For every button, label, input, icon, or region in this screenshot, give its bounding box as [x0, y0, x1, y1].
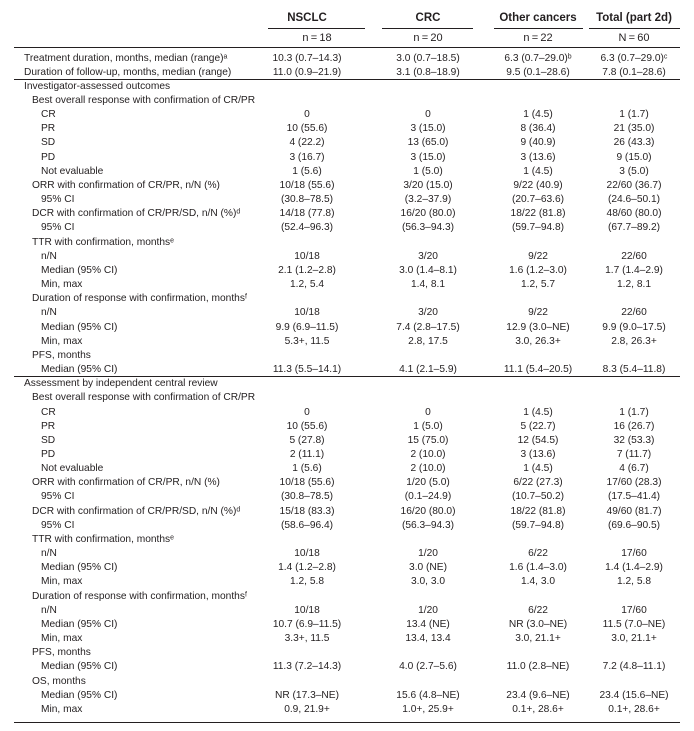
row-label: CR	[41, 109, 56, 121]
table-cell: 2 (10.0)	[410, 448, 446, 460]
table-row	[0, 94, 694, 108]
table-cell: 3 (15.0)	[410, 123, 446, 135]
table-cell: 1 (1.7)	[619, 109, 649, 121]
table-cell: 3/20 (15.0)	[403, 179, 453, 191]
table-cell: 1 (4.5)	[523, 165, 553, 177]
table-cell: 10 (55.6)	[286, 420, 328, 432]
table-row	[0, 462, 694, 476]
row-label: Assessment by independent central review	[24, 378, 218, 390]
row-label: Median (95% CI)	[41, 661, 118, 673]
table-cell: 12 (54.5)	[517, 434, 559, 446]
row-label: PFS, months	[32, 349, 91, 361]
table-cell: 22/60	[621, 307, 647, 319]
table-cell: 2 (11.1)	[289, 448, 325, 460]
row-label: Median (95% CI)	[41, 562, 118, 574]
table-cell: 9.9 (9.0–17.5)	[602, 321, 666, 333]
row-label: PD	[41, 151, 56, 163]
table-row	[0, 179, 694, 193]
table-row	[0, 136, 694, 150]
row-label: OS, months	[32, 675, 86, 687]
table-cell: 17/60	[621, 548, 647, 560]
row-label: Not evaluable	[41, 463, 104, 475]
table-cell: 1 (5.6)	[292, 165, 322, 177]
table-cell: 14/18 (77.8)	[279, 208, 335, 220]
header-rule	[382, 28, 473, 29]
table-row	[0, 321, 694, 335]
table-cell: 1 (5.0)	[413, 420, 443, 432]
table-cell: 10.7 (6.9–11.5)	[272, 618, 342, 630]
table-cell: (59.7–94.8)	[511, 222, 565, 234]
table-cell: 10/18	[294, 250, 320, 262]
table-cell: 2.8, 17.5	[408, 335, 448, 347]
table-cell: (0.1–24.9)	[404, 491, 452, 503]
table-bottom-rule	[14, 722, 680, 723]
table-cell: 6.3 (0.7–29.0)ᶜ	[600, 52, 668, 64]
table-row	[0, 108, 694, 122]
table-row	[0, 575, 694, 589]
header-rule	[268, 28, 365, 29]
row-label: Median (95% CI)	[41, 264, 118, 276]
table-cell: (56.3–94.3)	[401, 519, 455, 531]
table-row	[0, 66, 694, 80]
table-cell: 3.0 (NE)	[409, 562, 447, 574]
table-cell: 22/60 (36.7)	[606, 179, 662, 191]
table-cell: 4 (6.7)	[619, 463, 649, 475]
table-cell: 0	[304, 406, 310, 418]
table-cell: 3 (15.0)	[410, 151, 446, 163]
table-cell: 2.1 (1.2–2.8)	[278, 264, 336, 276]
table-cell: 21 (35.0)	[613, 123, 655, 135]
table-cell: 16 (26.7)	[613, 420, 655, 432]
table-cell: 15/18 (83.3)	[279, 505, 335, 517]
table-cell: 0	[304, 109, 310, 121]
table-cell: 1.2, 5.7	[521, 279, 555, 291]
table-row	[0, 165, 694, 179]
table-cell: 0	[425, 406, 431, 418]
table-cell: 7.8 (0.1–28.6)	[602, 66, 666, 78]
table-cell: 3.1 (0.8–18.9)	[396, 66, 460, 78]
table-cell: 9/22	[528, 307, 548, 319]
row-label: Min, max	[41, 335, 83, 347]
table-cell: 6/22 (27.3)	[513, 477, 563, 489]
table-cell: 10/18	[294, 604, 320, 616]
header-rule	[589, 28, 680, 29]
row-label: CR	[41, 406, 56, 418]
table-row	[0, 151, 694, 165]
table-cell: 1.6 (1.4–3.0)	[509, 562, 567, 574]
table-cell: 2 (10.0)	[410, 463, 446, 475]
table-cell: NR (3.0–NE)	[508, 618, 568, 630]
table-cell: 0.1+, 28.6+	[608, 703, 660, 715]
row-label: Best overall response with confirmation of CR/PR	[32, 392, 256, 404]
table-cell: 10.3 (0.7–14.3)	[272, 52, 342, 64]
table-cell: 1.4, 8.1	[411, 279, 445, 291]
table-row	[0, 207, 694, 221]
table-cell: (10.7–50.2)	[511, 491, 565, 503]
row-label: TTR with confirmation, monthsᵉ	[32, 236, 174, 248]
row-label: Not evaluable	[41, 165, 104, 177]
row-label: Median (95% CI)	[41, 321, 118, 333]
table-cell: 5 (22.7)	[520, 420, 556, 432]
table-cell: (56.3–94.3)	[401, 222, 455, 234]
table-row	[0, 335, 694, 349]
table-row	[0, 377, 694, 391]
table-cell: (20.7–63.6)	[511, 194, 565, 206]
table-cell: 5.3+, 11.5	[284, 335, 330, 347]
row-label: PD	[41, 448, 56, 460]
table-row	[0, 561, 694, 575]
table-row	[0, 547, 694, 561]
table-cell: 0.9, 21.9+	[284, 703, 330, 715]
table-cell: 12.9 (3.0–NE)	[506, 321, 570, 333]
table-cell: 10/18 (55.6)	[279, 179, 335, 191]
table-cell: 49/60 (81.7)	[606, 505, 662, 517]
table-row	[0, 689, 694, 703]
table-row	[0, 264, 694, 278]
table-row	[0, 533, 694, 547]
table-cell: (24.6–50.1)	[607, 194, 661, 206]
table-cell: 1 (5.6)	[292, 463, 322, 475]
table-cell: 1.0+, 25.9+	[402, 703, 454, 715]
table-row	[0, 505, 694, 519]
table-row	[0, 420, 694, 434]
row-label: n/N	[41, 307, 57, 319]
table-cell: 1 (5.0)	[413, 165, 443, 177]
table-row	[0, 236, 694, 250]
table-cell: 1 (4.5)	[523, 109, 553, 121]
column-header-nsclc: NSCLC	[287, 12, 327, 24]
table-cell: 7 (11.7)	[616, 448, 652, 460]
table-cell: 1.7 (1.4–2.9)	[605, 264, 663, 276]
table-cell: 0.1+, 28.6+	[512, 703, 564, 715]
row-label: n/N	[41, 548, 57, 560]
table-cell: 18/22 (81.8)	[510, 208, 566, 220]
table-cell: 3.0, 21.1+	[515, 633, 561, 645]
table-cell: 11.3 (7.2–14.3)	[272, 661, 342, 673]
table-cell: 9.9 (6.9–11.5)	[275, 321, 339, 333]
table-cell: 9 (40.9)	[520, 137, 556, 149]
table-row	[0, 278, 694, 292]
row-label: TTR with confirmation, monthsᵉ	[32, 533, 174, 545]
table-cell: 7.2 (4.8–11.1)	[602, 661, 666, 673]
table-cell: 3.0, 3.0	[411, 576, 445, 588]
table-row	[0, 306, 694, 320]
table-row	[0, 122, 694, 136]
column-count-total: N = 60	[618, 32, 650, 44]
table-cell: 22/60	[621, 250, 647, 262]
table-cell: 1 (4.5)	[523, 463, 553, 475]
table-cell: (59.7–94.8)	[511, 519, 565, 531]
table-cell: 5 (27.8)	[289, 434, 325, 446]
table-cell: 1.2, 5.4	[290, 279, 324, 291]
table-cell: 15 (75.0)	[407, 434, 449, 446]
row-label: Min, max	[41, 576, 83, 588]
table-cell: 1.2, 8.1	[617, 279, 651, 291]
table-cell: 16/20 (80.0)	[400, 505, 456, 517]
table-row	[0, 434, 694, 448]
table-cell: 23.4 (9.6–NE)	[506, 689, 570, 701]
table-cell: 48/60 (80.0)	[606, 208, 662, 220]
column-header-crc: CRC	[415, 12, 441, 24]
row-label: n/N	[41, 250, 57, 262]
table-row	[0, 52, 694, 66]
table-cell: 11.5 (7.0–NE)	[602, 618, 666, 630]
table-row	[0, 618, 694, 632]
table-cell: 26 (43.3)	[613, 137, 655, 149]
table-cell: (58.6–96.4)	[280, 519, 334, 531]
column-count-crc: n = 20	[413, 32, 443, 44]
table-cell: 3.0, 26.3+	[515, 335, 561, 347]
table-cell: 1/20 (5.0)	[406, 477, 450, 489]
table-cell: (17.5–41.4)	[607, 491, 661, 503]
table-row	[0, 703, 694, 717]
table-cell: 1 (4.5)	[523, 406, 553, 418]
table-cell: 2.8, 26.3+	[611, 335, 657, 347]
table-row	[0, 476, 694, 490]
row-label: Min, max	[41, 703, 83, 715]
table-cell: 1 (1.7)	[619, 406, 649, 418]
row-label: SD	[41, 434, 56, 446]
row-label: 95% CI	[41, 491, 75, 503]
table-cell: 16/20 (80.0)	[400, 208, 456, 220]
table-cell: (67.7–89.2)	[607, 222, 661, 234]
table-row	[0, 349, 694, 363]
table-cell: 10/18	[294, 307, 320, 319]
table-row	[0, 632, 694, 646]
table-cell: 11.1 (5.4–20.5)	[503, 364, 573, 376]
table-cell: 3.0, 21.1+	[611, 633, 657, 645]
row-label: 95% CI	[41, 222, 75, 234]
table-cell: 1.2, 5.8	[290, 576, 324, 588]
table-cell: 1.4 (1.2–2.8)	[278, 562, 336, 574]
row-label: Duration of follow-up, months, median (range)	[24, 66, 232, 78]
table-cell: 4.1 (2.1–5.9)	[399, 364, 457, 376]
table-row	[0, 675, 694, 689]
row-label: SD	[41, 137, 56, 149]
table-cell: 8.3 (5.4–11.8)	[602, 364, 666, 376]
table-cell: 9.5 (0.1–28.6)	[506, 66, 570, 78]
table-cell: (30.8–78.5)	[280, 194, 334, 206]
table-cell: 9/22 (40.9)	[513, 179, 563, 191]
table-cell: 0	[425, 109, 431, 121]
table-cell: (30.8–78.5)	[280, 491, 334, 503]
column-header-other-cancers: Other cancers	[499, 12, 577, 24]
row-label: ORR with confirmation of CR/PR, n/N (%)	[32, 477, 220, 489]
table-cell: 3.0 (1.4–8.1)	[399, 264, 457, 276]
row-label: DCR with confirmation of CR/PR/SD, n/N (%)ᵈ	[32, 208, 241, 220]
table-cell: 10/18	[294, 548, 320, 560]
table-row	[0, 292, 694, 306]
column-count-other-cancers: n = 22	[523, 32, 553, 44]
table-cell: 9/22	[528, 250, 548, 262]
table-cell: 3/20	[418, 250, 438, 262]
table-cell: 6.3 (0.7–29.0)ᵇ	[504, 52, 572, 64]
table-cell: 18/22 (81.8)	[510, 505, 566, 517]
table-cell: 3.0 (0.7–18.5)	[396, 52, 460, 64]
column-count-nsclc: n = 18	[302, 32, 332, 44]
table-cell: 32 (53.3)	[613, 434, 655, 446]
row-label: DCR with confirmation of CR/PR/SD, n/N (%)ᵈ	[32, 505, 241, 517]
table-row	[0, 391, 694, 405]
table-cell: 1.4, 3.0	[521, 576, 555, 588]
row-label: ORR with confirmation of CR/PR, n/N (%)	[32, 179, 220, 191]
table-cell: 3 (13.6)	[520, 151, 556, 163]
table-cell: 13.4 (NE)	[406, 618, 450, 630]
table-cell: 3 (16.7)	[289, 151, 325, 163]
header-bottom-rule	[14, 47, 680, 48]
table-cell: 6/22	[528, 548, 548, 560]
table-cell: 8 (36.4)	[520, 123, 556, 135]
table-cell: (52.4–96.3)	[280, 222, 334, 234]
table-row	[0, 590, 694, 604]
row-label: n/N	[41, 604, 57, 616]
table-cell: 1.2, 5.8	[617, 576, 651, 588]
table-row	[0, 193, 694, 207]
table-cell: 11.0 (0.9–21.9)	[272, 66, 342, 78]
row-label: Investigator-assessed outcomes	[24, 80, 171, 92]
table-row	[0, 490, 694, 504]
table-cell: 6/22	[528, 604, 548, 616]
table-cell: 10 (55.6)	[286, 123, 328, 135]
table-cell: 17/60 (28.3)	[606, 477, 662, 489]
table-cell: 1/20	[418, 548, 438, 560]
table-cell: 1/20	[418, 604, 438, 616]
table-row	[0, 646, 694, 660]
row-label: Median (95% CI)	[41, 618, 118, 630]
table-cell: 3.3+, 11.5	[284, 633, 330, 645]
table-cell: 9 (15.0)	[616, 151, 652, 163]
row-label: Duration of response with confirmation, monthsᶠ	[32, 293, 248, 305]
row-label: Min, max	[41, 279, 83, 291]
row-label: Median (95% CI)	[41, 364, 118, 376]
table-cell: 13.4, 13.4	[405, 633, 451, 645]
table-cell: (69.6–90.5)	[607, 519, 661, 531]
row-label: 95% CI	[41, 194, 75, 206]
row-label: Median (95% CI)	[41, 689, 118, 701]
table-cell: 4.0 (2.7–5.6)	[399, 661, 457, 673]
table-cell: 10/18 (55.6)	[279, 477, 335, 489]
table-cell: 13 (65.0)	[407, 137, 449, 149]
row-label: 95% CI	[41, 519, 75, 531]
table-cell: 1.4 (1.4–2.9)	[605, 562, 663, 574]
row-label: PFS, months	[32, 647, 91, 659]
table-row	[0, 448, 694, 462]
table-cell: 15.6 (4.8–NE)	[396, 689, 460, 701]
table-row	[0, 363, 694, 377]
table-cell: 3/20	[418, 307, 438, 319]
table-row	[0, 604, 694, 618]
table-cell: 3 (5.0)	[619, 165, 649, 177]
header-rule	[494, 28, 583, 29]
row-label: Duration of response with confirmation, monthsᶠ	[32, 590, 248, 602]
table-cell: 3 (13.6)	[520, 448, 556, 460]
column-header-total: Total (part 2d)	[596, 12, 672, 24]
row-label: Best overall response with confirmation of CR/PR	[32, 94, 256, 106]
table-row	[0, 80, 694, 94]
table-cell: NR (17.3–NE)	[275, 689, 339, 701]
table-row	[0, 519, 694, 533]
row-label: PR	[41, 123, 56, 135]
table-cell: 4 (22.2)	[289, 137, 325, 149]
table-row	[0, 221, 694, 235]
table-cell: 11.0 (2.8–NE)	[506, 661, 570, 673]
table-row	[0, 660, 694, 674]
table-row	[0, 250, 694, 264]
table-cell: 7.4 (2.8–17.5)	[396, 321, 460, 333]
row-label: Treatment duration, months, median (range)ᵃ	[24, 52, 228, 64]
table-cell: (3.2–37.9)	[404, 194, 452, 206]
row-label: Min, max	[41, 633, 83, 645]
row-label: PR	[41, 420, 56, 432]
table-cell: 17/60	[621, 604, 647, 616]
table-cell: 23.4 (15.6–NE)	[599, 689, 669, 701]
table-cell: 11.3 (5.5–14.1)	[272, 364, 342, 376]
table-cell: 1.6 (1.2–3.0)	[509, 264, 567, 276]
table-row	[0, 406, 694, 420]
